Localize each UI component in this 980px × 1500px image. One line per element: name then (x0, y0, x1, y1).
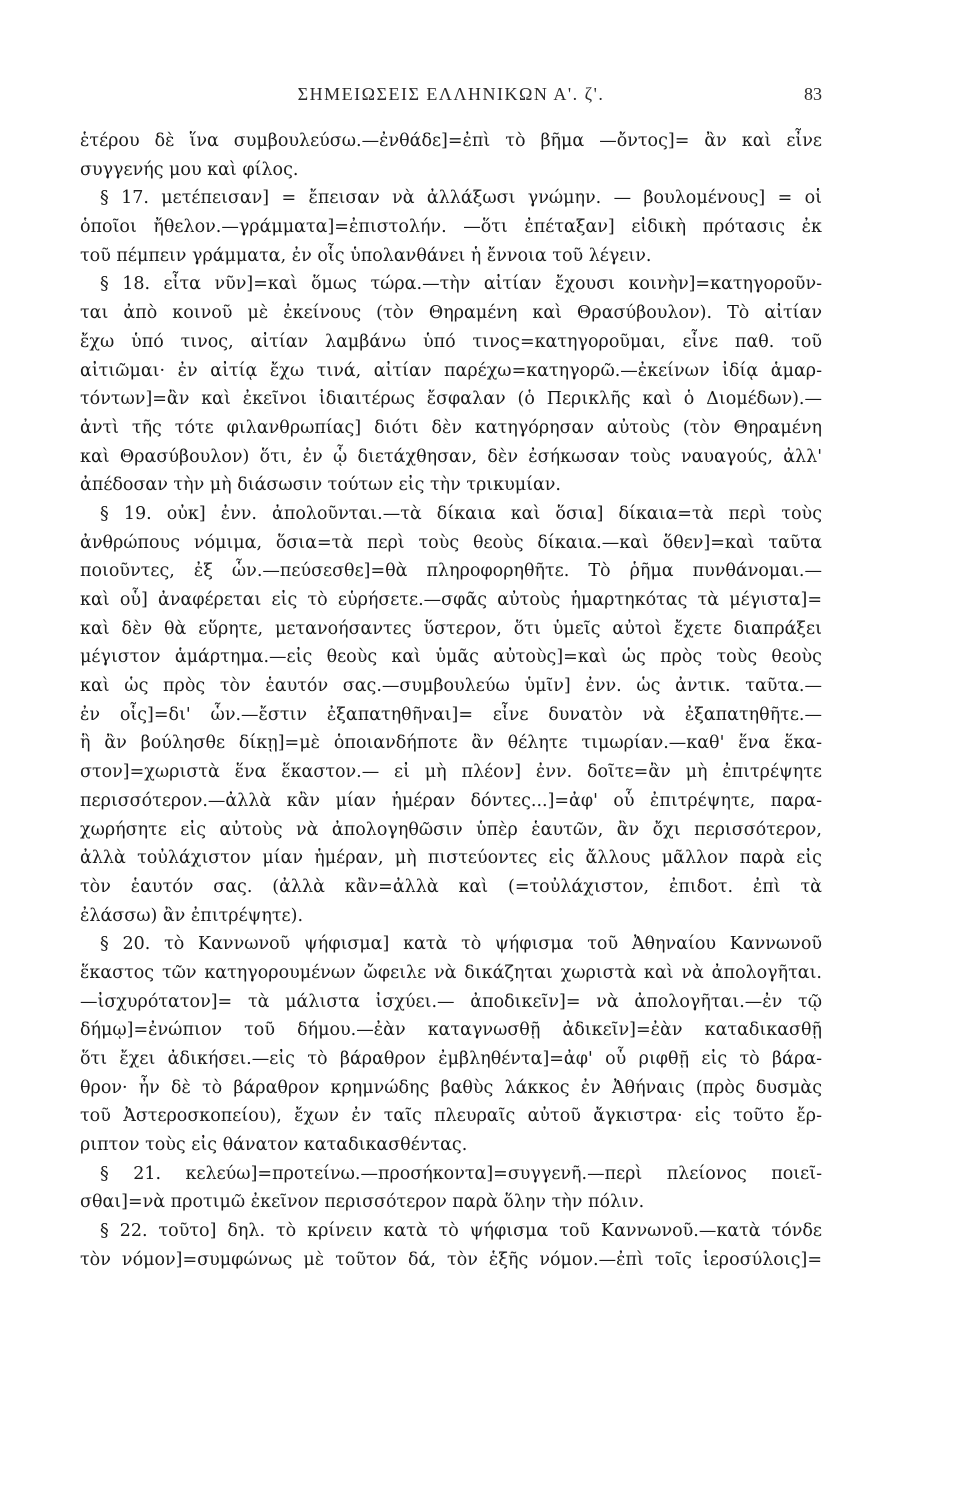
section-17-start: § 17. μετέπεισαν] = ἔπεισαν νὰ ἀλλάξωσι γνώμην. — βουλομένους] = οἱ (100, 188, 822, 209)
text-line: ἕκαστος τῶν κατηγορουμένων ὤφειλε νὰ δικάζηται χωριστὰ καὶ νὰ ἀπολογῆται. (80, 962, 822, 983)
section-19-start: § 19. οὐκ] ἐνν. ἀπολοῦνται.—τὰ δίκαια καὶ ὅσια] δίκαια=τὰ περὶ τοὺς (100, 503, 822, 524)
section-22-start: § 22. τοῦτο] δηλ. τὸ κρίνειν κατὰ τὸ ψήφισμα τοῦ Καννωνοῦ.—κατὰ τόνδε (100, 1221, 822, 1242)
text-line: ἀνθρώπους νόμιμα, ὅσια=τὰ περὶ τοὺς θεοὺς δίκαια.—καὶ ὅθεν]=καὶ ταῦτα (80, 532, 822, 553)
running-title: ΣΗΜΕΙΩΣΕΙΣ ΕΛΛΗΝΙΚΩΝ Α'. ζ'. (297, 84, 605, 104)
text-line: θρον· ἦν δὲ τὸ βάραθρον κρημνώδης βαθὺς λάκκος ἐν Ἀθήναις (πρὸς δυσμὰς (80, 1077, 822, 1098)
text-line: ριπτον τοὺς εἰς θάνατον καταδικασθέντας. (80, 1135, 468, 1156)
section-20-start: § 20. τὸ Καννωνοῦ ψήφισμα] κατὰ τὸ ψήφισμα τοῦ Ἀθηναίου Καννωνοῦ (100, 934, 822, 955)
text-line: ἐν οἷς]=δι' ὧν.—ἔστιν ἐξαπατηθῆναι]= εἶνε δυνατὸν νὰ ἐξαπατηθῆτε.— (80, 704, 822, 725)
text-line: τὸν νόμον]=συμφώνως μὲ τοῦτον δά, τὸν ἑξῆς νόμον.—ἐπὶ τοῖς ἱεροσύλοις]= (80, 1249, 822, 1270)
notes-body (80, 127, 822, 1275)
text-line: χωρήσητε εἰς αὐτοὺς νὰ ἀπολογηθῶσιν ὑπὲρ ἑαυτῶν, ἂν ὄχι περισσότερον, (80, 819, 822, 840)
text-line: τὸν ἑαυτόν σας. (ἀλλὰ κἂν=ἀλλὰ καὶ (=τοὐλάχιστον, ἐπιδοτ. ἐπὶ τὰ (80, 876, 822, 897)
text-line: καὶ Θρασύβουλον) ὅτι, ἐν ᾧ διετάχθησαν, δὲν ἐσήκωσαν τοὺς ναυαγούς, ἀλλ' (80, 446, 822, 467)
page-number: 83 (804, 84, 822, 104)
text-line: περισσότερον.—ἀλλὰ κἂν μίαν ἡμέραν δόντες...]=ἀφ' οὗ ἐπιτρέψητε, παρα- (80, 790, 822, 811)
text-line: ἔχω ὑπό τινος, αἰτίαν λαμβάνω ὑπό τινος=κατηγοροῦμαι, εἶνε παθ. τοῦ (80, 331, 822, 352)
text-line: δήμῳ]=ἐνώπιον τοῦ δήμου.—ἐὰν καταγνωσθῇ ἀδικεῖν]=ἐὰν καταδικασθῇ (80, 1020, 822, 1041)
section-21-start: § 21. κελεύω]=προτείνω.—προσήκοντα]=συγγενῆ.—περὶ πλείονος ποιεῖ- (100, 1163, 822, 1184)
text-line: ἑτέρου δὲ ἵνα συμβουλεύσω.—ἐνθάδε]=ἐπὶ τὸ βῆμα —ὄντος]= ἂν καὶ εἶνε (80, 131, 822, 151)
running-header (80, 84, 822, 112)
text-line: ἀλλὰ τοὐλάχιστον μίαν ἡμέραν, μὴ πιστεύοντες εἰς ἄλλους μᾶλλον παρὰ εἰς (80, 848, 822, 869)
text-line: ται ἀπὸ κοινοῦ μὲ ἐκείνους (τὸν Θηραμένη καὶ Θρασύβουλον). Τὸ αἰτίαν (80, 303, 822, 324)
text-line: τοῦ Ἀστεροσκοπείου), ἔχων ἐν ταῖς πλευραῖς αὐτοῦ ἄγκιστρα· εἰς τοῦτο ἔρ- (80, 1106, 822, 1127)
text-line: ὁποῖοι ἤθελον.—γράμματα]=ἐπιστολήν. —ὅτι ἐπέταξαν] εἰδικὴ πρότασις ἐκ (80, 217, 822, 238)
text-line: —ἰσχυρότατον]= τὰ μάλιστα ἰσχύει.— ἀποδικεῖν]= νὰ ἀπολογῆται.—ἐν τῷ (80, 991, 822, 1012)
text-line: ἀπέδοσαν τὴν μὴ διάσωσιν τούτων εἰς τὴν τρικυμίαν. (80, 475, 561, 496)
text-line: μέγιστον ἁμάρτημα.—εἰς θεοὺς καὶ ὑμᾶς αὐτοὺς]=καὶ ὡς πρὸς τοὺς θεοὺς (80, 647, 822, 668)
text-line: σθαι]=νὰ προτιμῶ ἐκεῖνον περισσότερον παρὰ ὅλην τὴν πόλιν. (80, 1192, 645, 1213)
text-line: ἐλάσσω) ἂν ἐπιτρέψητε). (80, 905, 304, 926)
text-line: ποιοῦντες, ἐξ ὧν.—πεύσεσθε]=θὰ πληροφορηθῆτε. Τὸ ῥῆμα πυνθάνομαι.— (80, 561, 822, 582)
text-line: ὅτι ἔχει ἀδικήσει.—εἰς τὸ βάραθρον ἐμβληθέντα]=ἀφ' οὗ ριφθῇ εἰς τὸ βάρα- (80, 1049, 822, 1069)
text-line: τοῦ πέμπειν γράμματα, ἐν οἷς ὑπολανθάνει ἡ ἔννοια τοῦ λέγειν. (80, 245, 652, 266)
text-line: στον]=χωριστὰ ἕνα ἕκαστον.— εἰ μὴ πλέον] ἐνν. δοῖτε=ἂν μὴ ἐπιτρέψητε (80, 762, 822, 783)
text-line: τόντων]=ἂν καὶ ἐκεῖνοι ἰδιαιτέρως ἔσφαλαν (ὁ Περικλῆς καὶ ὁ Διομέδων).— (80, 389, 822, 410)
section-18-start: § 18. εἶτα νῦν]=καὶ ὅμως τώρα.—τὴν αἰτίαν ἔχουσι κοινὴν]=κατηγοροῦν- (100, 274, 822, 295)
text-line: αἰτιῶμαι· ἐν αἰτίᾳ ἔχω τινά, αἰτίαν παρέχω=κατηγορῶ.—ἐκείνων ἰδίᾳ ἁμαρ- (80, 360, 822, 381)
text-line: καὶ οὗ] ἀναφέρεται εἰς τὸ εὑρήσετε.—σφᾶς αὐτοὺς ἡμαρτηκότας τὰ μέγιστα]= (80, 590, 822, 610)
text-line: καὶ δὲν θὰ εὕρητε, μετανοήσαντες ὕστερον, ὅτι ὑμεῖς αὐτοὶ ἔχετε διαπράξει (80, 618, 822, 639)
text-line: συγγενής μου καὶ φίλος. (80, 159, 299, 180)
text-line: καὶ ὡς πρὸς τὸν ἑαυτόν σας.—συμβουλεύω ὑμῖν] ἐνν. ὡς ἀντικ. ταῦτα.— (80, 676, 822, 697)
text-line: ἣ ἂν βούλησθε δίκῃ]=μὲ ὁποιανδήποτε ἂν θέλητε τιμωρίαν.—καθ' ἕνα ἕκα- (80, 733, 822, 754)
text-line: ἀντὶ τῆς τότε φιλανθρωπίας] διότι δὲν κατηγόρησαν αὐτοὺς (τὸν Θηραμένη (80, 417, 822, 438)
